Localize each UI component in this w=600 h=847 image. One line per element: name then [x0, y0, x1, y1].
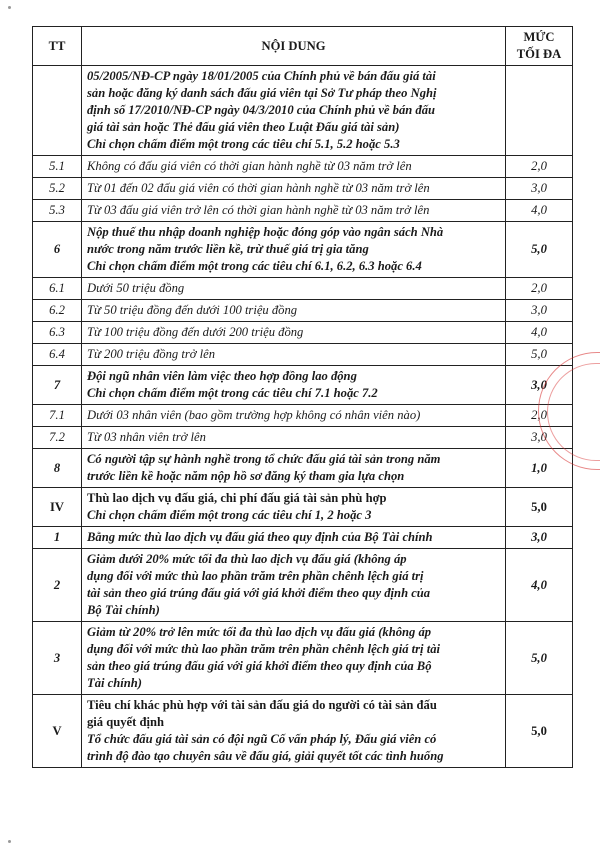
content-line: Bộ Tài chính): [87, 603, 160, 617]
row-content: [82, 222, 506, 278]
content-line: Từ 03 nhân viên trở lên: [87, 430, 206, 444]
red-seal-inner-ring: [547, 363, 600, 461]
scan-mark: [8, 6, 11, 9]
row-content: [82, 322, 506, 344]
content-line: dụng đối với mức thù lao phần trăm trên phần chênh lệch giá trị: [87, 569, 424, 583]
content-line: giá quyết định: [87, 715, 164, 729]
content-line: Từ 01 đến 02 đấu giá viên có thời gian hành nghề từ 03 năm trở lên: [87, 181, 430, 195]
row-content: [82, 549, 506, 622]
row-tt: 1: [33, 527, 82, 549]
content-line: Từ 200 triệu đồng trở lên: [87, 347, 215, 361]
row-max: 2,0: [506, 278, 573, 300]
row-tt: 3: [33, 622, 82, 695]
table-row: [33, 200, 573, 222]
criteria-table: [32, 26, 573, 768]
row-tt: 5.3: [33, 200, 82, 222]
content-line: nước trong năm trước liền kề, trừ thuế giá trị gia tăng: [87, 242, 369, 256]
row-content: [82, 695, 506, 768]
content-line: Giảm dưới 20% mức tối đa thù lao dịch vụ đấu giá (không áp: [87, 552, 407, 566]
content-line: trình độ đào tạo chuyên sâu về đấu giá, giải quyết tốt các tình huống: [87, 749, 444, 763]
table-row: [33, 156, 573, 178]
row-tt: 7: [33, 366, 82, 405]
content-line: Chỉ chọn chấm điểm một trong các tiêu chí 6.1, 6.2, 6.3 hoặc 6.4: [87, 259, 422, 273]
content-line: Nộp thuế thu nhập doanh nghiệp hoặc đóng góp vào ngân sách Nhà: [87, 225, 444, 239]
content-line: giá tài sản hoặc Thẻ đấu giá viên theo Luật Đấu giá tài sản): [87, 120, 400, 134]
content-line: Đội ngũ nhân viên làm việc theo hợp đồng lao động: [87, 369, 357, 383]
table-row: [33, 300, 573, 322]
row-tt: 8: [33, 449, 82, 488]
row-max: 5,0: [506, 488, 573, 527]
row-tt: 7.1: [33, 405, 82, 427]
row-max: 4,0: [506, 200, 573, 222]
row-content: [82, 527, 506, 549]
row-max: 4,0: [506, 322, 573, 344]
row-content: [82, 622, 506, 695]
table-row: [33, 66, 573, 156]
row-content: [82, 178, 506, 200]
table-row: [33, 695, 573, 768]
content-line: Từ 100 triệu đồng đến dưới 200 triệu đồng: [87, 325, 304, 339]
content-line: Không có đấu giá viên có thời gian hành nghề từ 03 năm trở lên: [87, 159, 412, 173]
row-max: 3,0: [506, 178, 573, 200]
header-tt: TT: [33, 27, 82, 66]
content-line: Bằng mức thù lao dịch vụ đấu giá theo quy định của Bộ Tài chính: [87, 530, 433, 544]
row-max: 5,0: [506, 344, 573, 366]
row-tt: 5.2: [33, 178, 82, 200]
table-row: [33, 405, 573, 427]
content-line: định số 17/2010/NĐ-CP ngày 04/3/2010 của Chính phủ về bán đấu: [87, 103, 436, 117]
row-tt: 6: [33, 222, 82, 278]
row-max: 3,0: [506, 527, 573, 549]
table-row: [33, 527, 573, 549]
content-line: Tổ chức đấu giá tài sản có đội ngũ Cố vấn pháp lý, Đấu giá viên có: [87, 732, 437, 746]
row-content: [82, 156, 506, 178]
table-row: [33, 278, 573, 300]
content-line: 05/2005/NĐ-CP ngày 18/01/2005 của Chính phủ về bán đấu giá tài: [87, 69, 436, 83]
table-row: [33, 178, 573, 200]
row-content: [82, 427, 506, 449]
row-content: [82, 449, 506, 488]
table-row: [33, 622, 573, 695]
header-muc-line-2: TỐI ĐA: [516, 47, 562, 61]
row-tt: [33, 66, 82, 156]
content-line: Dưới 03 nhân viên (bao gồm trường hợp không có nhân viên nào): [87, 408, 421, 422]
content-line: Tài chính): [87, 676, 142, 690]
content-line: Từ 50 triệu đồng đến dưới 100 triệu đồng: [87, 303, 298, 317]
content-line: Từ 03 đấu giá viên trở lên có thời gian hành nghề từ 03 năm trở lên: [87, 203, 430, 217]
table-row: [33, 322, 573, 344]
content-line: trước liền kề hoặc năm nộp hồ sơ đăng ký tham gia lựa chọn: [87, 469, 405, 483]
row-content: [82, 66, 506, 156]
content-line: Thù lao dịch vụ đấu giá, chi phí đấu giá tài sản phù hợp: [87, 491, 387, 505]
table-row: [33, 427, 573, 449]
row-max: 2,0: [506, 405, 573, 427]
scan-mark: [8, 840, 11, 843]
row-content: [82, 366, 506, 405]
row-tt: 6.3: [33, 322, 82, 344]
row-tt: 6.2: [33, 300, 82, 322]
row-max: 5,0: [506, 622, 573, 695]
header-muc-toi-da: [506, 27, 573, 66]
row-max: 2,0: [506, 156, 573, 178]
content-line: Chỉ chọn chấm điểm một trong các tiêu chí 7.1 hoặc 7.2: [87, 386, 378, 400]
row-tt: 6.4: [33, 344, 82, 366]
row-max: 1,0: [506, 449, 573, 488]
table-header-row: [33, 27, 573, 66]
table-row: [33, 366, 573, 405]
row-content: [82, 344, 506, 366]
row-tt: IV: [33, 488, 82, 527]
row-tt: V: [33, 695, 82, 768]
row-max: 3,0: [506, 300, 573, 322]
row-max: 4,0: [506, 549, 573, 622]
row-max: 3,0: [506, 366, 573, 405]
content-line: dụng đối với mức thù lao phần trăm trên phần chênh lệch giá trị tài: [87, 642, 441, 656]
content-line: Chỉ chọn chấm điểm một trong các tiêu chí 5.1, 5.2 hoặc 5.3: [87, 137, 400, 151]
content-line: Dưới 50 triệu đồng: [87, 281, 185, 295]
table-row: [33, 344, 573, 366]
content-line: Chỉ chọn chấm điểm một trong các tiêu chí 1, 2 hoặc 3: [87, 508, 372, 522]
header-noi-dung: NỘI DUNG: [82, 27, 506, 66]
content-line: sản hoặc đăng ký danh sách đấu giá viên tại Sở Tư pháp theo Nghị: [87, 86, 437, 100]
row-content: [82, 488, 506, 527]
row-max: 3,0: [506, 427, 573, 449]
table-row: [33, 549, 573, 622]
content-line: Có người tập sự hành nghề trong tổ chức đấu giá tài sản trong năm: [87, 452, 441, 466]
content-line: sản theo giá trúng đấu giá với giá khởi điểm theo quy định của Bộ: [87, 659, 432, 673]
row-max: 5,0: [506, 695, 573, 768]
table-row: [33, 488, 573, 527]
content-line: tài sản theo giá trúng đấu giá với giá khởi điểm theo quy định của: [87, 586, 431, 600]
row-tt: 2: [33, 549, 82, 622]
header-muc-line-1: MỨC: [523, 30, 555, 44]
row-content: [82, 278, 506, 300]
row-content: [82, 200, 506, 222]
row-content: [82, 300, 506, 322]
row-tt: 5.1: [33, 156, 82, 178]
table-row: [33, 222, 573, 278]
row-tt: 6.1: [33, 278, 82, 300]
table-row: [33, 449, 573, 488]
content-line: Tiêu chí khác phù hợp với tài sản đấu giá do người có tài sản đấu: [87, 698, 437, 712]
row-max: 5,0: [506, 222, 573, 278]
row-max: [506, 66, 573, 156]
row-content: [82, 405, 506, 427]
content-line: Giảm từ 20% trở lên mức tối đa thù lao dịch vụ đấu giá (không áp: [87, 625, 432, 639]
row-tt: 7.2: [33, 427, 82, 449]
